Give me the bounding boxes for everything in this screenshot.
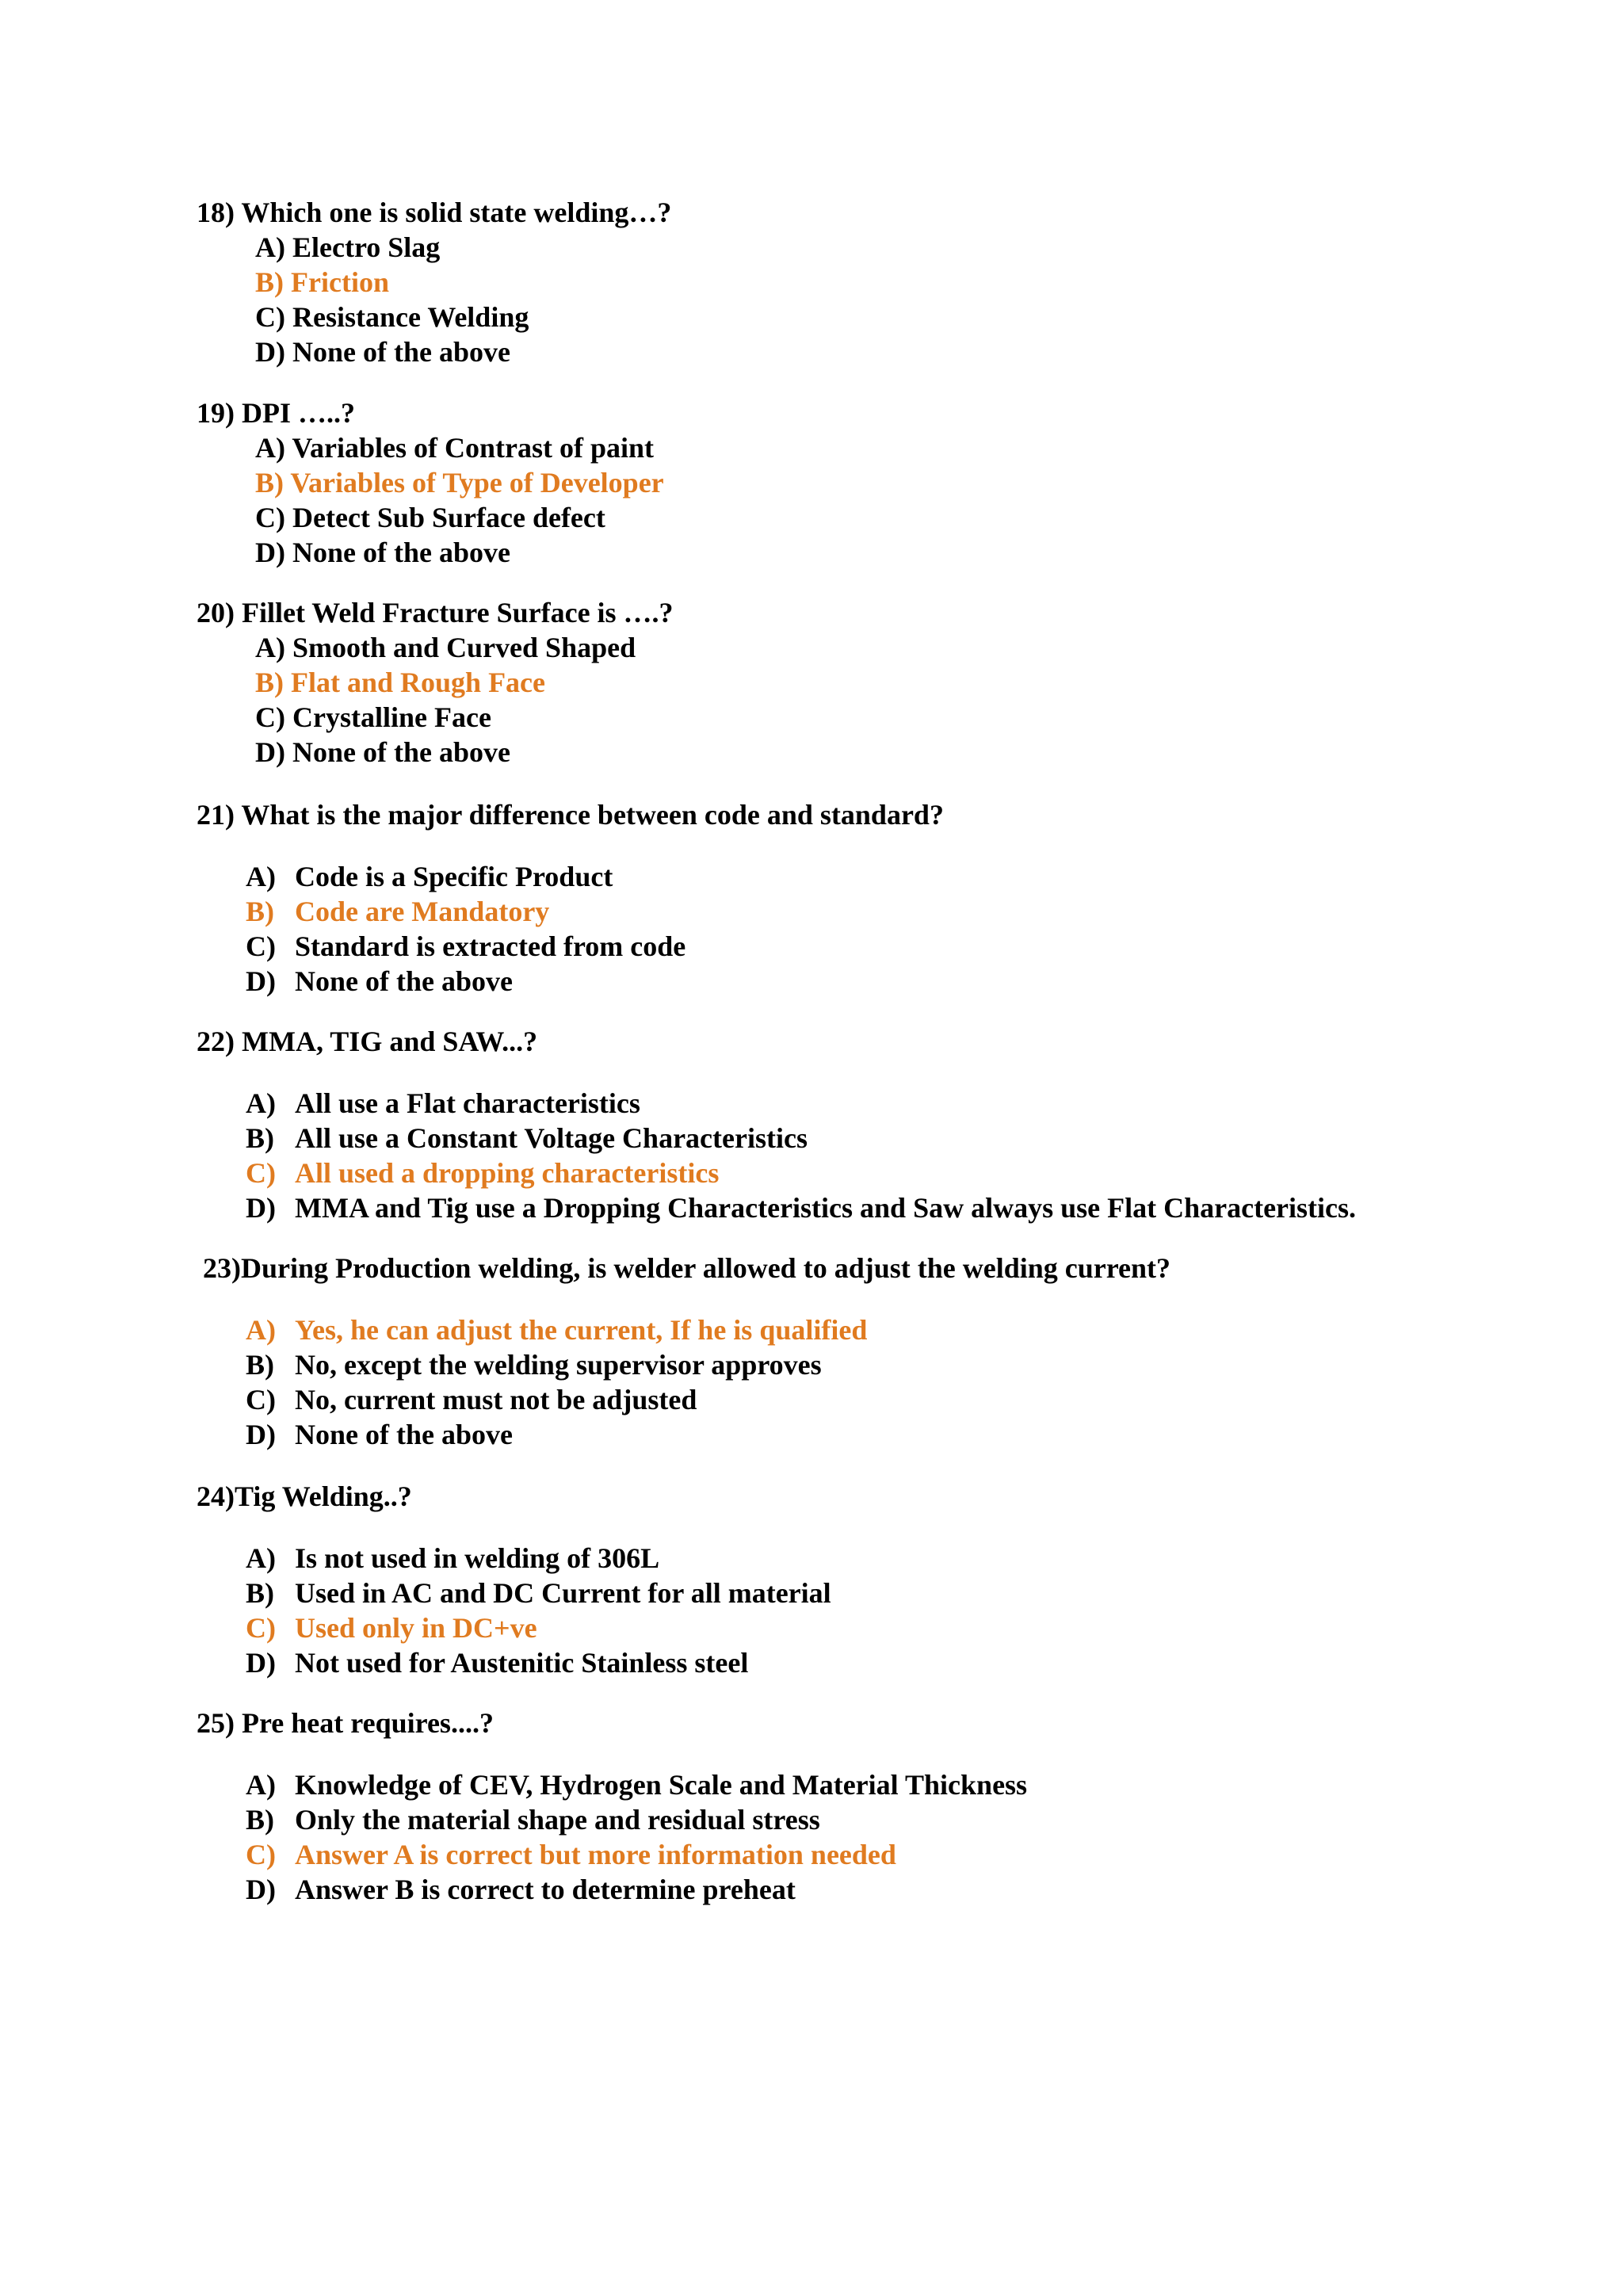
question-stem: 18) Which one is solid state welding…? <box>197 197 672 228</box>
option-text: None of the above <box>292 736 510 768</box>
question-18 <box>197 195 671 369</box>
question-stem: 24)Tig Welding..? <box>197 1480 412 1512</box>
option-letter: C) <box>255 701 285 733</box>
option-letter: D) <box>255 336 285 368</box>
option-letter: D) <box>246 1874 276 1905</box>
option-letter: C) <box>246 930 276 962</box>
option-letter: B) <box>246 1577 274 1609</box>
option-letter: D) <box>246 1419 276 1450</box>
option-text: None of the above <box>292 336 510 368</box>
option-text: Used in AC and DC Current for all material <box>295 1577 831 1609</box>
option-letter: D) <box>246 1192 276 1224</box>
option-d <box>197 1872 1027 1907</box>
option-text: Variables of Contrast of paint <box>292 432 655 464</box>
question-24 <box>197 1479 831 1680</box>
option-a <box>197 859 944 894</box>
option-letter: A) <box>246 861 276 892</box>
option-text: None of the above <box>295 1419 513 1450</box>
option-text: Resistance Welding <box>292 301 529 333</box>
option-d <box>197 964 944 999</box>
option-c-correct <box>197 1610 831 1645</box>
option-b-correct <box>197 465 664 500</box>
option-text: None of the above <box>295 965 513 997</box>
option-text: Only the material shape and residual stress <box>295 1804 820 1836</box>
question-25 <box>197 1706 1027 1907</box>
option-text: Code is a Specific Product <box>295 861 613 892</box>
option-b <box>197 1802 1027 1837</box>
option-letter: A) <box>246 1769 276 1801</box>
option-c <box>197 500 664 535</box>
option-b <box>197 1121 1356 1156</box>
option-letter: D) <box>246 965 276 997</box>
option-letter: B) <box>246 1122 274 1154</box>
option-d <box>197 1190 1356 1225</box>
option-c <box>197 929 944 964</box>
option-a <box>197 1767 1027 1802</box>
option-d <box>197 334 671 369</box>
option-text: Not used for Austenitic Stainless steel <box>295 1647 749 1679</box>
option-text: No, current must not be adjusted <box>295 1384 697 1415</box>
option-text: Answer B is correct to determine preheat <box>295 1874 796 1905</box>
option-b <box>197 1576 831 1610</box>
option-c-correct <box>197 1837 1027 1872</box>
option-letter: C) <box>246 1612 276 1644</box>
question-19 <box>197 395 664 570</box>
option-a <box>197 430 664 465</box>
option-text: Standard is extracted from code <box>295 930 686 962</box>
option-b <box>203 1347 1170 1382</box>
option-text: Smooth and Curved Shaped <box>292 632 636 663</box>
question-stem: 25) Pre heat requires....? <box>197 1707 494 1739</box>
option-text: All use a Flat characteristics <box>295 1087 640 1119</box>
option-text: Friction <box>291 266 389 298</box>
option-d <box>203 1417 1170 1452</box>
option-a <box>197 1086 1356 1121</box>
option-letter: C) <box>246 1157 276 1189</box>
option-a <box>197 230 671 265</box>
option-a <box>197 1541 831 1576</box>
option-letter: B) <box>255 667 284 698</box>
option-letter: B) <box>255 467 284 499</box>
option-text: Code are Mandatory <box>295 896 550 927</box>
option-text: Flat and Rough Face <box>291 667 546 698</box>
option-text: Is not used in welding of 306L <box>295 1542 660 1574</box>
option-text: Detect Sub Surface defect <box>292 502 605 533</box>
option-c <box>197 700 674 735</box>
option-letter: C) <box>255 502 285 533</box>
option-text: Crystalline Face <box>292 701 491 733</box>
option-b-correct <box>197 265 671 300</box>
question-stem: 19) DPI …..? <box>197 397 355 429</box>
option-b-correct <box>197 665 674 700</box>
question-stem: 20) Fillet Weld Fracture Surface is ….? <box>197 597 674 628</box>
option-text: Used only in DC+ve <box>295 1612 537 1644</box>
question-21 <box>197 797 944 999</box>
option-letter: A) <box>255 231 285 263</box>
question-23 <box>203 1251 1170 1452</box>
option-letter: A) <box>246 1087 276 1119</box>
question-22 <box>197 1024 1356 1225</box>
option-text: No, except the welding supervisor approves <box>295 1349 822 1381</box>
option-a <box>197 630 674 665</box>
option-text: Electro Slag <box>292 231 441 263</box>
question-stem: 22) MMA, TIG and SAW...? <box>197 1026 538 1057</box>
option-letter: A) <box>246 1314 276 1346</box>
option-text: Variables of Type of Developer <box>290 467 664 499</box>
option-letter: C) <box>246 1839 276 1870</box>
question-stem: 21) What is the major difference between code and standard? <box>197 799 944 831</box>
option-letter: C) <box>255 301 285 333</box>
option-letter: D) <box>246 1647 276 1679</box>
option-text: Yes, he can adjust the current, If he is qualified <box>295 1314 868 1346</box>
question-20 <box>197 595 674 770</box>
option-d <box>197 735 674 770</box>
option-letter: D) <box>255 537 285 568</box>
question-stem: 23)During Production welding, is welder allowed to adjust the welding current? <box>203 1252 1171 1284</box>
option-letter: D) <box>255 736 285 768</box>
option-text: All used a dropping characteristics <box>295 1157 720 1189</box>
option-d <box>197 1645 831 1680</box>
option-letter: B) <box>255 266 284 298</box>
option-letter: C) <box>246 1384 276 1415</box>
option-letter: B) <box>246 1804 274 1836</box>
option-letter: A) <box>246 1542 276 1574</box>
option-b-correct <box>197 894 944 929</box>
option-a-correct <box>203 1312 1170 1347</box>
option-c <box>197 300 671 334</box>
option-text: Knowledge of CEV, Hydrogen Scale and Material Thickness <box>295 1769 1028 1801</box>
option-letter: A) <box>255 632 285 663</box>
option-text: None of the above <box>292 537 510 568</box>
option-c-correct <box>197 1156 1356 1190</box>
option-d <box>197 535 664 570</box>
option-text: Answer A is correct but more information needed <box>295 1839 896 1870</box>
option-text: All use a Constant Voltage Characteristics <box>295 1122 808 1154</box>
option-letter: B) <box>246 1349 274 1381</box>
option-letter: B) <box>246 896 274 927</box>
option-text: MMA and Tig use a Dropping Characteristics and Saw always use Flat Characteristics. <box>295 1192 1357 1224</box>
option-c <box>203 1382 1170 1417</box>
option-letter: A) <box>255 432 285 464</box>
